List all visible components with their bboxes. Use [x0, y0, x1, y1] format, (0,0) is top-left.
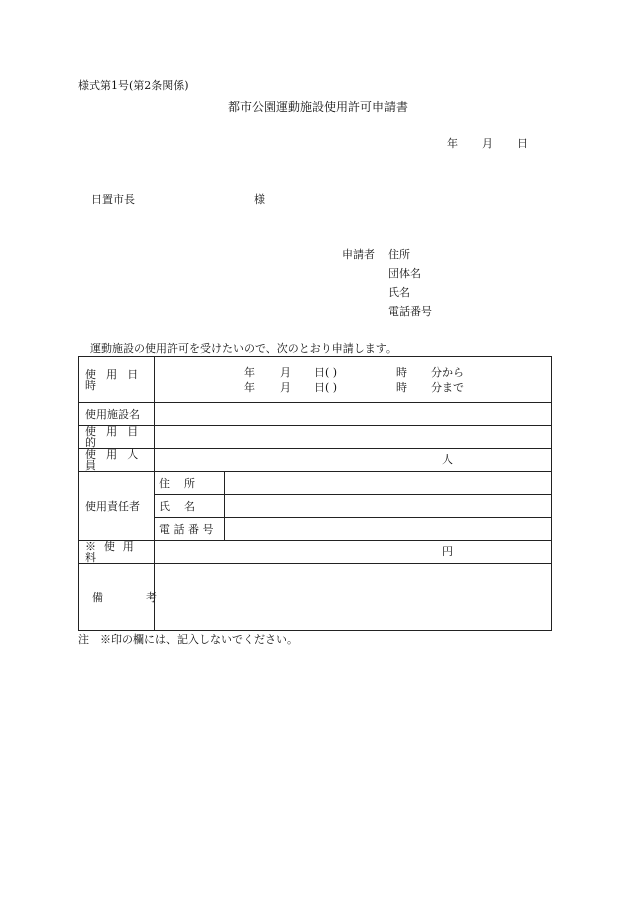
facility-name-label-cell — [79, 403, 155, 426]
row-headcount — [79, 449, 552, 472]
row-purpose — [79, 426, 552, 449]
applicant-address-label: 住所 — [388, 248, 410, 261]
purpose-label: 使 用 目 的 — [85, 425, 142, 449]
dt1-month: 月 — [280, 366, 291, 379]
responsible-address-field[interactable] — [225, 472, 552, 495]
facility-name-field[interactable] — [155, 403, 552, 426]
dt1-day: 日( ) — [314, 366, 338, 379]
addressee-honorific: 様 — [254, 193, 265, 206]
purpose-label-cell — [79, 426, 155, 449]
dt2-hour: 時 — [396, 381, 407, 394]
responsible-phone-label: 電 話 番 号 — [159, 522, 214, 536]
usage-datetime-label-cell — [79, 357, 155, 403]
document-title: 都市公園運動施設使用許可申請書 — [228, 100, 409, 114]
usage-datetime-field[interactable] — [155, 357, 552, 403]
remarks-label-left: 備 — [92, 591, 107, 604]
remarks-label-cell — [79, 564, 161, 631]
responsible-phone-label-cell — [155, 518, 225, 541]
dt2-minute: 分まで — [431, 381, 464, 394]
usage-datetime-label: 使 用 日 時 — [85, 367, 142, 392]
responsible-phone-field[interactable] — [225, 518, 552, 541]
applicant-phone-label: 電話番号 — [388, 305, 432, 318]
responsible-label: 使用責任者 — [85, 499, 140, 513]
responsible-label-cell — [79, 472, 155, 541]
applicant-name-label: 氏名 — [388, 286, 410, 299]
fee-unit: 円 — [442, 545, 453, 558]
responsible-address-label: 住 所 — [159, 476, 195, 490]
facility-name-label: 使用施設名 — [85, 407, 140, 421]
dt1-minute: 分から — [431, 366, 464, 379]
fee-field[interactable] — [155, 541, 552, 564]
headcount-label: 使 用 人 員 — [85, 448, 142, 472]
responsible-name-field[interactable] — [225, 495, 552, 518]
applicant-label: 申請者 — [342, 248, 375, 261]
date-day-label: 日 — [517, 137, 528, 150]
footnote: 注 ※印の欄には、記入しないでください。 — [78, 633, 298, 646]
headcount-label-cell — [79, 449, 155, 472]
row-facility-name — [79, 403, 552, 426]
fee-label: ※ 使 用 料 — [85, 540, 136, 564]
row-remarks — [79, 564, 552, 631]
fee-label-cell — [79, 541, 155, 564]
form-number: 様式第1号(第2条関係) — [78, 79, 189, 92]
remarks-label-right: 考 — [146, 591, 161, 604]
remarks-field[interactable] — [155, 564, 552, 631]
date-year-label: 年 — [447, 137, 458, 150]
dt1-year: 年 — [244, 366, 255, 379]
applicant-group-label: 団体名 — [388, 267, 421, 280]
row-usage-datetime — [79, 357, 552, 403]
headcount-unit: 人 — [442, 453, 453, 466]
purpose-field[interactable] — [155, 426, 552, 449]
responsible-name-label: 氏 名 — [159, 499, 195, 513]
row-responsible-address — [79, 472, 552, 495]
dt1-hour: 時 — [396, 366, 407, 379]
date-month-label: 月 — [482, 137, 493, 150]
dt2-month: 月 — [280, 381, 291, 394]
dt2-day: 日( ) — [314, 381, 338, 394]
dt2-year: 年 — [244, 381, 255, 394]
addressee-name: 日置市長 — [91, 193, 135, 206]
row-fee — [79, 541, 552, 564]
responsible-name-label-cell — [155, 495, 225, 518]
responsible-address-label-cell — [155, 472, 225, 495]
headcount-field[interactable] — [155, 449, 552, 472]
intro-text: 運動施設の使用許可を受けたいので、次のとおり申請します。 — [90, 342, 397, 355]
application-table — [78, 356, 552, 631]
